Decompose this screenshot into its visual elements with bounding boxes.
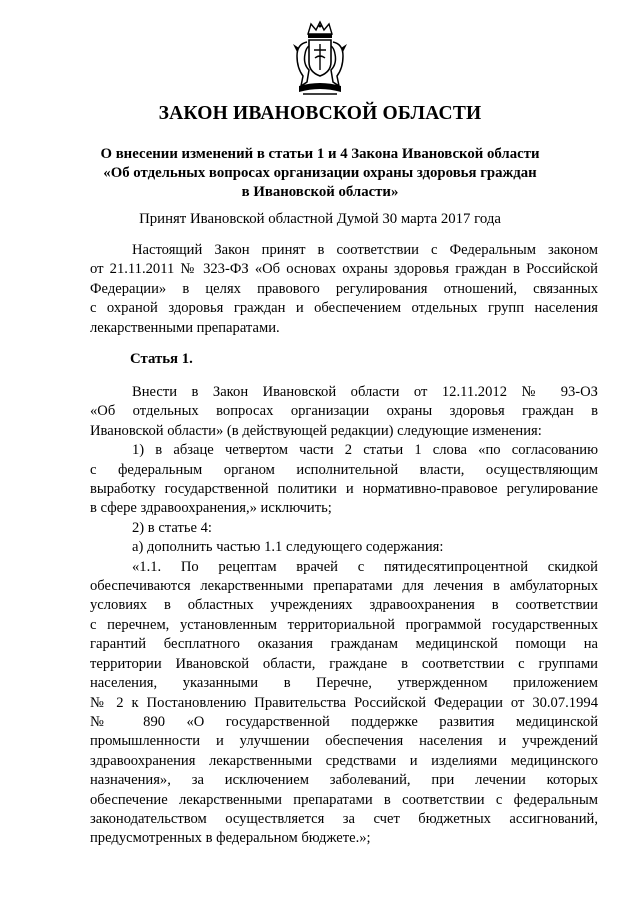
text-line: гарантий бесплатного оказания гражданам медицинской помощи на <box>90 636 598 653</box>
text-line: территории Ивановской области, граждане в соответствии с группами <box>90 655 598 672</box>
text-line: предусмотренных в федеральном бюджете.»; <box>90 830 371 847</box>
text-line: лекарственными препаратами. <box>90 319 280 336</box>
text-line: 1) в абзаце четвертом части 2 статьи 1 слова «по согласованию <box>132 442 598 459</box>
article-1-heading: Статья 1. <box>130 351 193 367</box>
subtitle-line: О внесении изменений в статьи 1 и 4 Закона Ивановской области <box>100 146 540 162</box>
text-line: обеспечиваются лекарственными препаратами для лечения в амбулаторных <box>90 578 598 595</box>
adoption-note: Принят Ивановской областной Думой 30 марта 2017 года <box>139 211 501 227</box>
text-line: населения, указанными в Перечне, утвержденном приложением <box>90 675 598 692</box>
text-line: назначения», за исключением заболеваний, при лечении которых <box>90 772 598 789</box>
subtitle-line: в Ивановской области» <box>241 184 399 200</box>
text-line: выработку государственной политики и нормативно-правовое регулирование <box>90 481 598 498</box>
text-line: с федеральным органом исполнительной власти, осуществляющим <box>90 461 598 478</box>
coat-of-arms-icon <box>291 20 349 98</box>
text-line: «1.1. По рецептам врачей с пятидесятипроцентной скидкой <box>132 558 598 575</box>
text-line: условиях в областных учреждениях здравоохранения в соответствии <box>90 597 598 614</box>
text-line: здравоохранения лекарственными средствами и изделиями медицинского <box>90 752 598 769</box>
text-line: с перечнем, установленным территориальной программой государственных <box>90 616 598 633</box>
text-line: № 890 «О государственной поддержке развития медицинской <box>90 713 598 730</box>
text-line: а) дополнить частью 1.1 следующего содержания: <box>132 539 444 556</box>
text-line: от 21.11.2011 № 323-ФЗ «Об основах охраны здоровья граждан в Российской <box>90 261 598 278</box>
text-line: Ивановской области» (в действующей редакции) следующие изменения: <box>90 422 542 439</box>
text-line: № 2 к Постановлению Правительства Российской Федерации от 30.07.1994 <box>90 694 598 711</box>
text-line: законодательством осуществляется за счет бюджетных ассигнований, <box>90 810 598 827</box>
text-line: промышленности и улучшении обеспечения населения и учреждений <box>90 733 598 750</box>
text-line: обеспечение лекарственными препаратами в соответствии с федеральным <box>90 791 598 808</box>
text-line: Внести в Закон Ивановской области от 12.11.2012 № 93-ОЗ <box>132 384 598 400</box>
text-line: в сфере здравоохранения,» исключить; <box>90 500 332 517</box>
law-subtitle <box>70 145 570 202</box>
law-title: ЗАКОН ИВАНОВСКОЙ ОБЛАСТИ <box>158 103 482 124</box>
text-line: Настоящий Закон принят в соответствии с Федеральным законом <box>132 242 598 258</box>
preamble-paragraph <box>90 241 598 338</box>
text-line: «Об отдельных вопросах организации охраны здоровья граждан в <box>90 403 598 420</box>
text-line: с охраной здоровья граждан и обеспечением отдельных групп населения <box>90 300 598 317</box>
text-line: Федерации» в целях правового регулирования отношений, связанных <box>90 280 598 297</box>
subtitle-line: «Об отдельных вопросах организации охраны здоровья граждан <box>103 165 537 181</box>
article-1-body <box>90 383 598 849</box>
text-line: 2) в статье 4: <box>132 519 212 536</box>
